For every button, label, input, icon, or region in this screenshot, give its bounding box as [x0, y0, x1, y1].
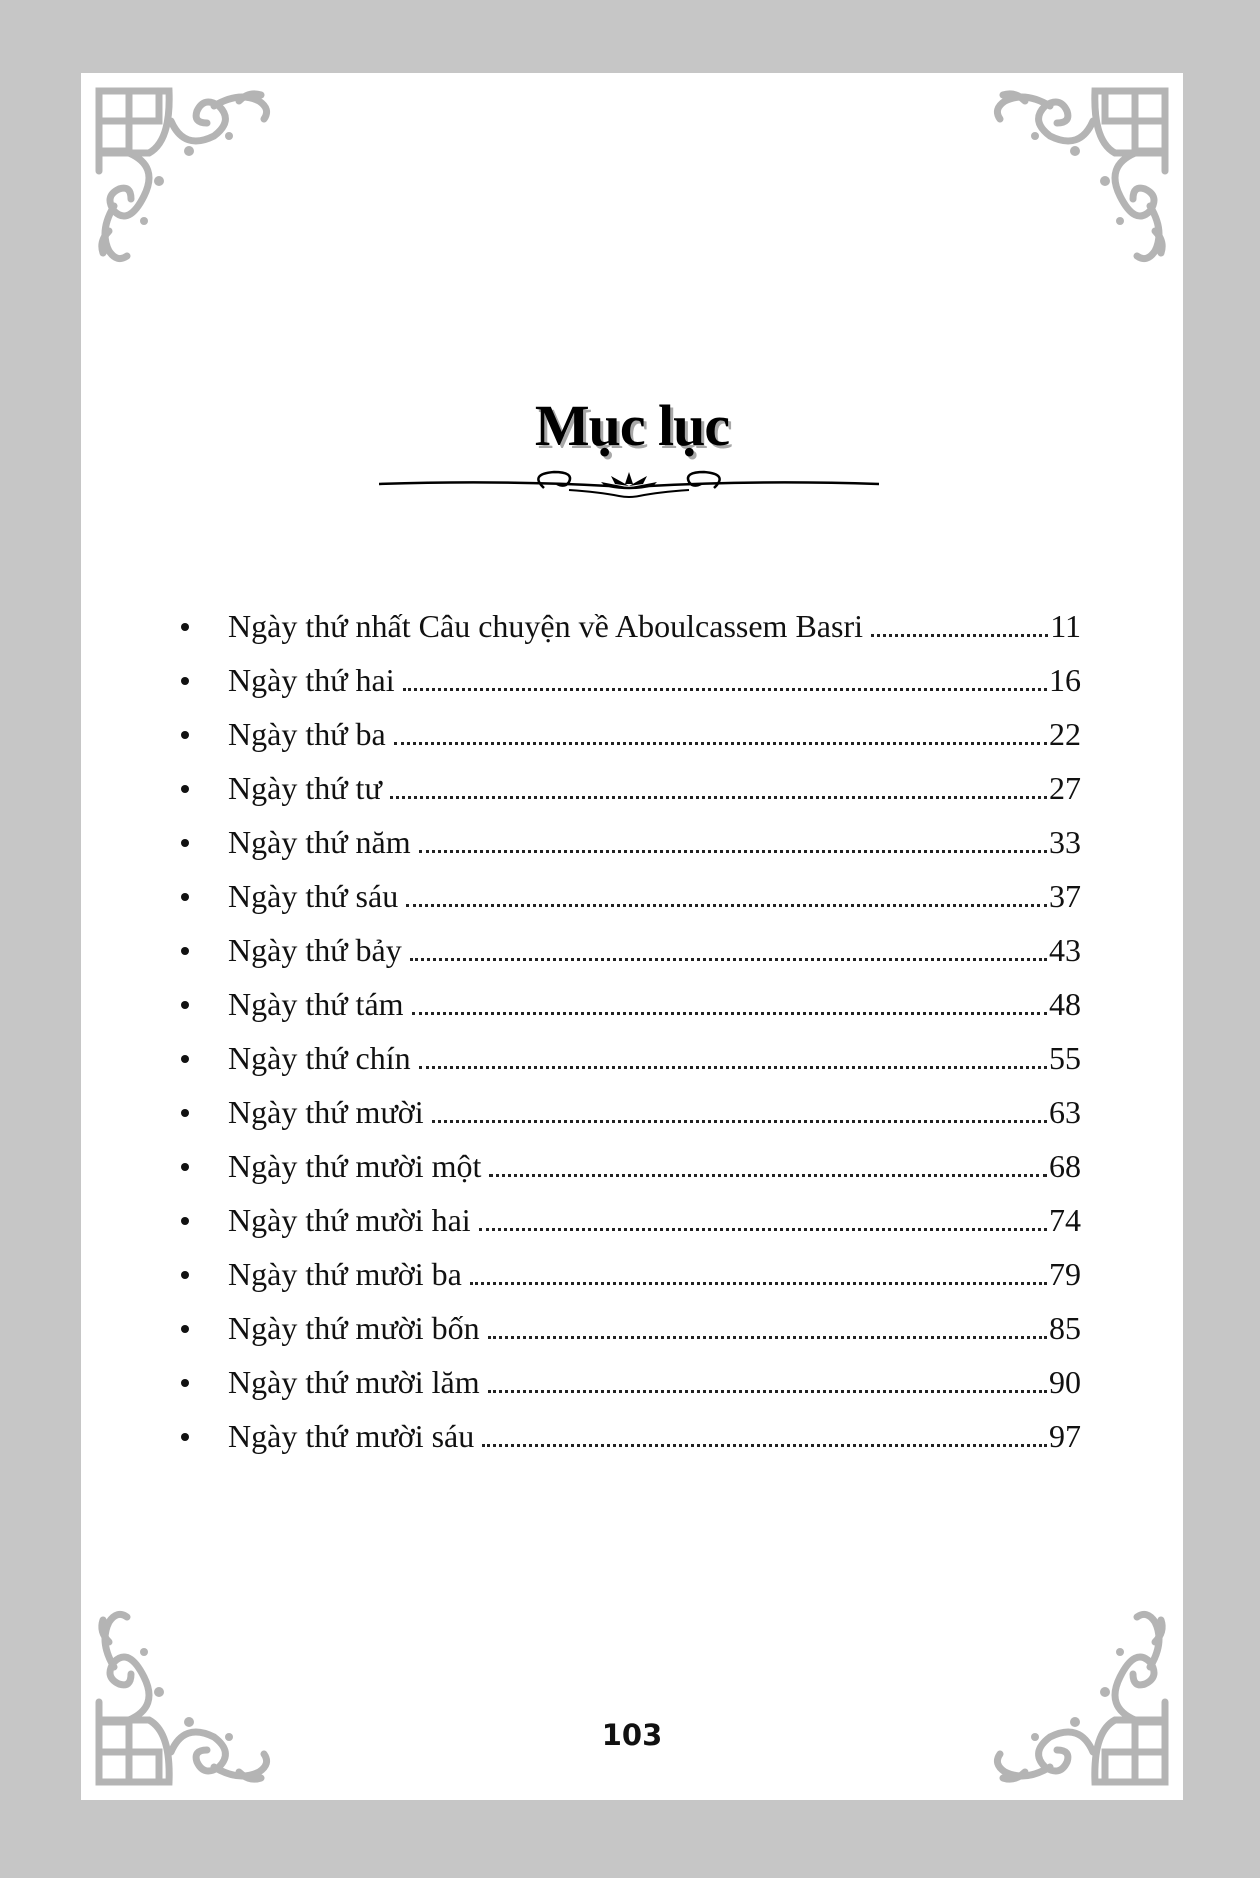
bullet-icon	[181, 1325, 189, 1333]
bullet-icon	[181, 731, 189, 739]
ornamental-corner-icon	[89, 1592, 289, 1792]
toc-entry[interactable]	[81, 1247, 1183, 1301]
toc-entry-title: Ngày thứ mười bốn	[228, 1310, 480, 1346]
dot-leader	[419, 1063, 1047, 1069]
toc-entry-page: 27	[1049, 770, 1081, 806]
toc-entry[interactable]	[81, 815, 1183, 869]
toc-entry-title: Ngày thứ hai	[228, 662, 395, 698]
toc-entry-page: 37	[1049, 878, 1081, 914]
dot-leader	[412, 1009, 1047, 1015]
dot-leader	[488, 1333, 1047, 1339]
ornamental-corner-icon	[975, 81, 1175, 281]
toc-entry-page: 16	[1049, 662, 1081, 698]
dot-leader	[406, 901, 1047, 907]
bullet-icon	[181, 1433, 189, 1441]
dot-leader	[488, 1387, 1047, 1393]
toc-entry-page: 68	[1049, 1148, 1081, 1184]
toc-entry-page: 55	[1049, 1040, 1081, 1076]
toc-entry-page: 43	[1049, 932, 1081, 968]
toc-entry-title: Ngày thứ mười ba	[228, 1256, 462, 1292]
toc-entry[interactable]	[81, 923, 1183, 977]
book-page	[81, 73, 1183, 1800]
dot-leader	[432, 1117, 1047, 1123]
bullet-icon	[181, 1379, 189, 1387]
toc-entry-title: Ngày thứ mười hai	[228, 1202, 471, 1238]
dot-leader	[394, 739, 1047, 745]
toc-entry[interactable]	[81, 869, 1183, 923]
toc-entry-page: 97	[1049, 1418, 1081, 1454]
ornamental-corner-icon	[975, 1592, 1175, 1792]
dot-leader	[403, 685, 1047, 691]
bullet-icon	[181, 785, 189, 793]
toc-entry-title: Ngày thứ ba	[228, 716, 386, 752]
flourish-divider-icon	[379, 466, 879, 502]
toc-entry-page: 79	[1049, 1256, 1081, 1292]
ornamental-corner-icon	[89, 81, 289, 281]
bullet-icon	[181, 677, 189, 685]
bullet-icon	[181, 947, 189, 955]
toc-entry[interactable]	[81, 707, 1183, 761]
toc-entry-title: Ngày thứ tám	[228, 986, 404, 1022]
toc-entry-title: Ngày thứ năm	[228, 824, 411, 860]
toc-entry[interactable]	[81, 1193, 1183, 1247]
toc-entry[interactable]	[81, 1301, 1183, 1355]
page-number: 103	[601, 1718, 663, 1752]
toc-entry[interactable]	[81, 1139, 1183, 1193]
toc-entry-title: Ngày thứ tư	[228, 770, 382, 806]
page-title: Mục lục	[534, 393, 730, 458]
dot-leader	[470, 1279, 1047, 1285]
dot-leader	[419, 847, 1047, 853]
bullet-icon	[181, 1055, 189, 1063]
toc-entry-page: 22	[1049, 716, 1081, 752]
toc-entry[interactable]	[81, 1085, 1183, 1139]
toc-entry[interactable]	[81, 977, 1183, 1031]
bullet-icon	[181, 1001, 189, 1009]
toc-entry-page: 33	[1049, 824, 1081, 860]
bullet-icon	[181, 1163, 189, 1171]
toc-entry-page: 11	[1050, 608, 1081, 644]
bullet-icon	[181, 1217, 189, 1225]
toc-entry-title: Ngày thứ mười	[228, 1094, 424, 1130]
dot-leader	[489, 1171, 1047, 1177]
dot-leader	[410, 955, 1047, 961]
toc-entry-title: Ngày thứ nhất Câu chuyện về Aboulcassem Basri	[228, 608, 863, 644]
bullet-icon	[181, 893, 189, 901]
dot-leader	[871, 631, 1048, 637]
toc-entry-title: Ngày thứ mười lăm	[228, 1364, 480, 1400]
bullet-icon	[181, 1109, 189, 1117]
dot-leader	[390, 793, 1047, 799]
toc-entry-title: Ngày thứ chín	[228, 1040, 411, 1076]
toc-entry-title: Ngày thứ sáu	[228, 878, 399, 914]
bullet-icon	[181, 839, 189, 847]
dot-leader	[479, 1225, 1047, 1231]
toc-entry[interactable]	[81, 1031, 1183, 1085]
toc-entry[interactable]	[81, 761, 1183, 815]
bullet-icon	[181, 623, 189, 631]
dot-leader	[482, 1441, 1047, 1447]
toc-entry-page: 48	[1049, 986, 1081, 1022]
toc-entry[interactable]	[81, 653, 1183, 707]
bullet-icon	[181, 1271, 189, 1279]
toc-entry[interactable]	[81, 1355, 1183, 1409]
toc-entry-title: Ngày thứ mười một	[228, 1148, 482, 1184]
toc-entry-page: 63	[1049, 1094, 1081, 1130]
toc-entry-page: 74	[1049, 1202, 1081, 1238]
toc-entry[interactable]	[81, 1409, 1183, 1463]
toc-entry-title: Ngày thứ mười sáu	[228, 1418, 475, 1454]
toc-entry-page: 85	[1049, 1310, 1081, 1346]
toc-entry-title: Ngày thứ bảy	[228, 932, 402, 968]
toc-entry-page: 90	[1049, 1364, 1081, 1400]
toc-entry[interactable]	[81, 599, 1183, 653]
